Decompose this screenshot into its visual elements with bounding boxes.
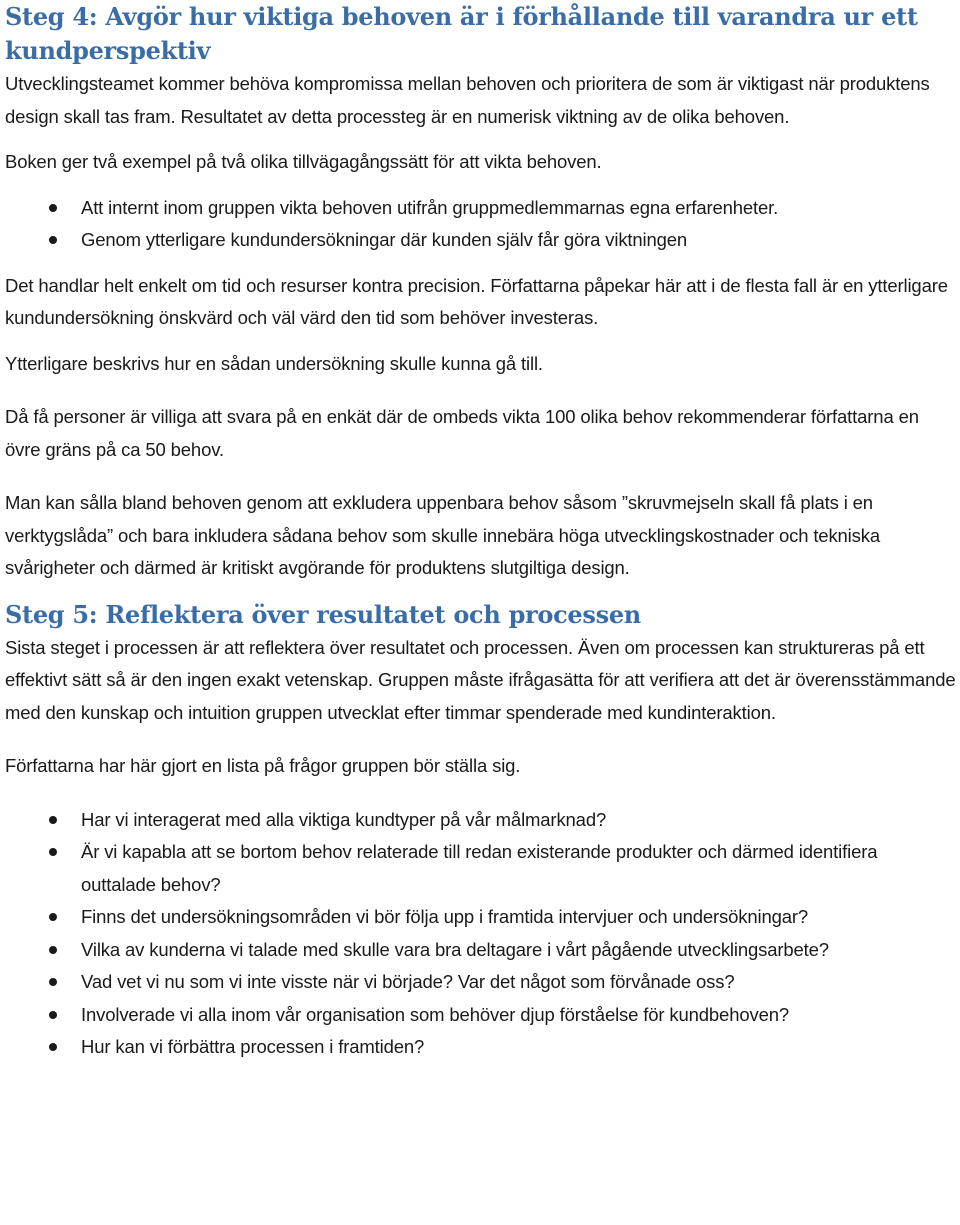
list-item: Är vi kapabla att se bortom behov relaterade till redan existerande produkter och därmed identifiera outtalade behov? [5, 836, 957, 901]
step4-examples-intro: Boken ger två exempel på två olika tillvägagångssätt för att vikta behoven. [5, 151, 602, 172]
list-item: Vilka av kunderna vi talade med skulle vara bra deltagare i vårt pågående utvecklingsarbete? [5, 934, 957, 967]
step4-filter-paragraph: Man kan sålla bland behoven genom att exkludera uppenbara behov såsom ”skruvmejseln skall få plats i en verktygslåda” och bara inkludera sådana behov som skulle innebära höga utvecklingskostnader och tekniska svårigheter och därmed är kritiskt avgörande för produktens slutgiltiga design. [5, 492, 880, 578]
list-item: Att internt inom gruppen vikta behoven utifrån gruppmedlemmarnas egna erfarenheter. [5, 192, 957, 225]
step5-heading: Steg 5: Reflektera över resultatet och processen [5, 599, 641, 629]
list-item: Vad vet vi nu som vi inte visste när vi började? Var det något som förvånade oss? [5, 966, 957, 999]
bullet-icon [49, 946, 57, 954]
step5-questions-intro: Författarna har här gjort en lista på frågor gruppen bör ställa sig. [5, 755, 521, 776]
document-page [5, 0, 957, 1064]
step4-methods-list [5, 192, 957, 257]
step5-intro: Sista steget i processen är att reflektera över resultatet och processen. Även om processen kan struktureras på ett effektivt sätt så är den ingen exakt vetenskap. Gruppen måste ifrågasätta för att verifiera att det är överensstämmande med den kunskap och intuition gruppen utvecklat efter timmar spenderade med kundinteraktion. [5, 636, 956, 723]
step4-intro: Utvecklingsteamet kommer behöva kompromissa mellan behoven och prioritera de som är viktigast när produktens design skall tas fram. Resultatet av detta processteg är en numerisk viktning av de olika behoven. [5, 73, 930, 127]
bullet-icon [49, 913, 57, 921]
bullet-icon [49, 204, 57, 212]
bullet-icon [49, 848, 57, 856]
bullet-icon [49, 1043, 57, 1051]
step4-precision-paragraph: Det handlar helt enkelt om tid och resurser kontra precision. Författarna påpekar här att i de flesta fall är en ytterligare kundundersökning önskvärd och väl värd den tid som behöver investeras. [5, 274, 948, 328]
list-item: Involverade vi alla inom vår organisation som behöver djup förståelse för kundbehoven? [5, 999, 957, 1032]
bullet-icon [49, 978, 57, 986]
step4-further-paragraph: Ytterligare beskrivs hur en sådan undersökning skulle kunna gå till. [5, 352, 543, 374]
list-item: Finns det undersökningsområden vi bör följa upp i framtida intervjuer och undersökningar? [5, 901, 957, 934]
step4-limit-paragraph: Då få personer är villiga att svara på en enkät där de ombeds vikta 100 olika behov rekommenderar författarna en övre gräns på ca 50 behov. [5, 406, 919, 460]
step5-questions-list [5, 804, 957, 1064]
list-item: Hur kan vi förbättra processen i framtiden? [5, 1031, 957, 1064]
step4-heading: Steg 4: Avgör hur viktiga behoven är i förhållande till varandra ur ett kundperspektiv [5, 2, 918, 65]
bullet-icon [49, 236, 57, 244]
bullet-icon [49, 816, 57, 824]
list-item: Har vi interagerat med alla viktiga kundtyper på vår målmarknad? [5, 804, 957, 837]
list-item: Genom ytterligare kundundersökningar där kunden själv får göra viktningen [5, 224, 957, 257]
bullet-icon [49, 1011, 57, 1019]
